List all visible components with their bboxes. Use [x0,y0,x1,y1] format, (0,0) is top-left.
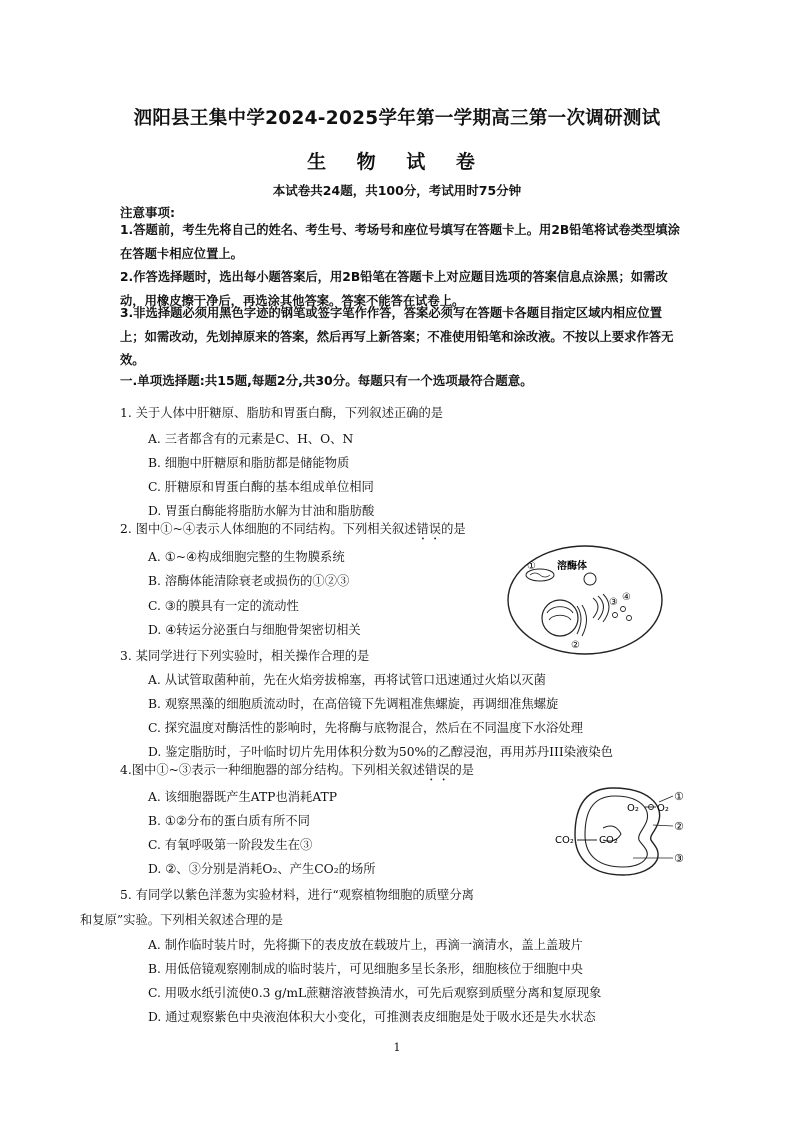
question-4-option-a: A. 该细胞器既产生ATP也消耗ATP [148,790,338,804]
note-item-2: 2.作答选择题时，选出每小题答案后，用2B铅笔在答题卡上对应题目选项的答案信息点涂黑；如需改动，用橡皮擦干净后，再选涂其他答案。答案不能答在试卷上。 [120,270,668,308]
question-2-option-a: A. ①~④构成细胞完整的生物膜系统 [148,550,345,564]
figure-label-2: ② [674,820,684,833]
notes-heading: 注意事项: [120,205,175,220]
section-heading: 一.单项选择题:共15题,每题2分,共30分。每题只有一个选项最符合题意。 [120,373,533,388]
question-2-stem-pre: 2. 图中①~④表示人体细胞的不同结构。下列相关叙述 [120,522,417,536]
exam-subtitle: 生 物 试 卷 [307,151,487,173]
question-3-option-a: A. 从试管取菌种前，先在火焰旁拔棉塞，再将试管口迅速通过火焰以灭菌 [148,673,546,687]
figure-label-3: ③ [609,597,618,608]
question-1-option-b: B. 细胞中肝糖原和脂肪都是储能物质 [148,456,350,470]
lysosome-shape [584,573,596,585]
outer-membrane [575,788,660,875]
question-4-stem-post: 的是 [449,763,475,777]
question-1-option-c: C. 肝糖原和胃蛋白酶的基本组成单位相同 [148,480,374,494]
question-2-option-b: B. 溶酶体能清除衰老或损伤的①②③ [148,574,350,588]
question-3-option-b: B. 观察黑藻的细胞质流动时，在高倍镜下先调粗准焦螺旋，再调细准焦螺旋 [148,697,559,711]
page-number: 1 [393,1041,401,1054]
question-1-option-d: D. 胃蛋白酶能将脂肪水解为甘油和脂肪酸 [148,504,375,518]
figure-label-co2-a: CO₂ [555,835,574,846]
question-2-option-d: D. ④转运分泌蛋白与细胞骨架密切相关 [148,623,361,637]
figure-label-1: ① [674,790,684,803]
question-3-stem: 3. 某同学进行下列实验时，相关操作合理的是 [120,649,370,663]
question-4-stem-emphasis: 错误 [424,763,450,777]
question-4-option-b: B. ①②分布的蛋白质有所不同 [148,814,310,828]
question-2-stem [120,519,466,543]
nucleus-shape [542,600,578,636]
figure-label-4: ④ [622,592,631,603]
figure-label-3: ③ [674,852,684,865]
figure-label-lysosome: 溶酶体 [557,561,587,572]
question-5-option-a: A. 制作临时装片时，先将撕下的表皮放在载玻片上，再滴一滴清水，盖上盖玻片 [148,938,583,952]
exam-info: 本试卷共24题，共100分，考试用时75分钟 [272,183,522,198]
question-3-option-d: D. 鉴定脂肪时，子叶临时切片先用体积分数为50%的乙醇浸泡，再用苏丹III染液染色 [148,745,613,759]
question-4-stem [120,760,474,784]
question-5-option-b: B. 用低倍镜观察刚制成的临时装片，可见细胞多呈长条形，细胞核位于细胞中央 [148,962,583,976]
question-2-option-c: C. ③的膜具有一定的流动性 [148,599,299,613]
note-item-3: 3.非选择题必须用黑色字迹的钢笔或签字笔作作答，答案必须写在答题卡各题目指定区域内相应位置上；如需改动，先划掉原来的答案，然后再写上新答案；不准使用铅笔和涂改液。不按以上要求作答无效。 [120,306,674,368]
figure-label-2: ② [571,640,580,651]
cell-structure-figure [505,543,665,658]
figure-label-co2-b: CO₂ [599,835,618,846]
question-5-option-d: D. 通过观察紫色中央液泡体积大小变化，可推测表皮细胞是处于吸水还是失水状态 [148,1010,596,1024]
question-4-stem-pre: 4.图中①~③表示一种细胞器的部分结构。下列相关叙述 [120,763,425,777]
question-2-stem-post: 的是 [441,522,466,536]
exam-title: 泗阳县王集中学2024-2025学年第一学期高三第一次调研测试 [133,108,661,129]
question-4-option-d: D. ②、③分别是消耗O₂、产生CO₂的场所 [148,862,376,876]
figure-label-1: ① [527,561,536,572]
question-2-stem-emphasis: 错误 [416,522,442,536]
question-1-stem: 1. 关于人体中肝糖原、脂肪和胃蛋白酶，下列叙述正确的是 [120,406,444,420]
figure-label-o2-a: O₂ [627,803,639,814]
question-4-option-c: C. 有氧呼吸第一阶段发生在③ [148,838,313,852]
note-item-1: 1.答题前，考生先将自己的姓名、考生号、考场号和座位号填写在答题卡上。用2B铅笔将试卷类型填涂在答题卡相应位置上。 [120,223,680,261]
question-5-option-c: C. 用吸水纸引流使0.3 g/mL蔗糖溶液替换清水，可先后观察到质壁分离和复原现象 [148,986,602,1000]
figure-label-o2-b: O₂ [657,803,669,814]
question-3-option-c: C. 探究温度对酶活性的影响时，先将酶与底物混合，然后在不同温度下水浴处理 [148,721,583,735]
question-5-stem-line1: 5. 有同学以紫色洋葱为实验材料，进行“观察植物细胞的质壁分离 [120,888,474,902]
question-5-stem-line2: 和复原”实验。下列相关叙述合理的是 [80,913,284,927]
mitochondrion-figure [553,780,693,880]
question-1-option-a: A. 三者都含有的元素是C、H、O、N [148,432,354,446]
